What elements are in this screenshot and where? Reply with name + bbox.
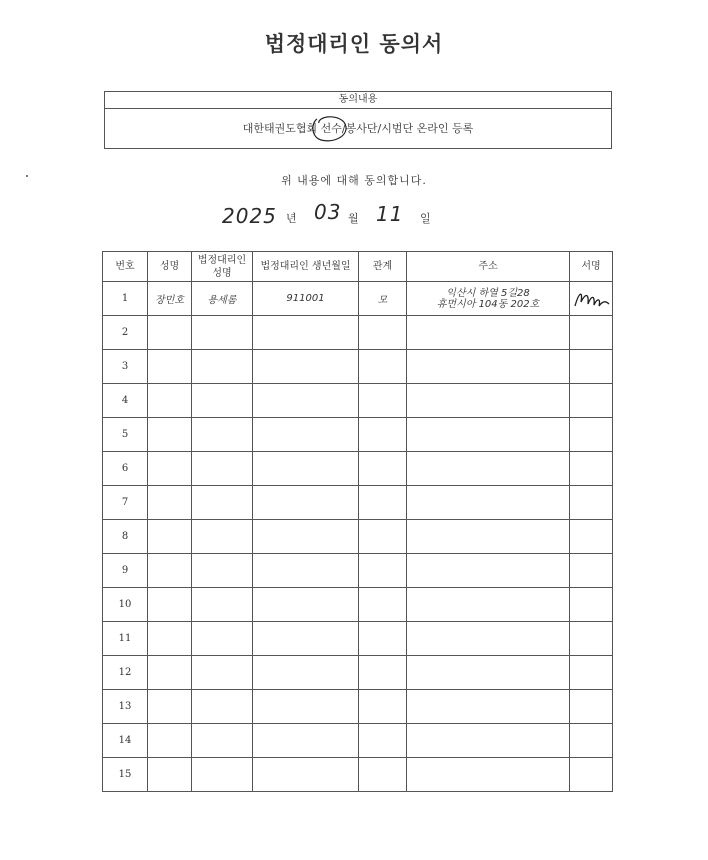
guardian-birth-cell [253, 724, 359, 758]
guardian-birth-cell [253, 316, 359, 350]
header-signature: 서명 [570, 252, 613, 282]
relation-cell [359, 418, 407, 452]
table-row [103, 588, 613, 622]
row-number: 3 [103, 350, 148, 384]
guardian-name-cell [192, 690, 253, 724]
table-row [103, 384, 613, 418]
date-year-unit: 년 [286, 212, 297, 225]
header-no: 번호 [103, 252, 148, 282]
consent-text-before: 대한태권도협회 [242, 122, 321, 135]
address-cell [407, 418, 570, 452]
relation-cell [359, 452, 407, 486]
roster-table [102, 251, 613, 792]
signature-cell [570, 316, 613, 350]
relation-cell [359, 520, 407, 554]
guardian-name-cell [192, 588, 253, 622]
guardian-name-cell [192, 452, 253, 486]
student-name-cell [148, 350, 192, 384]
relation-cell [359, 554, 407, 588]
address-line-2: 휴먼시아 104동 202호 [436, 298, 540, 310]
student-name-cell [148, 486, 192, 520]
consent-circled-option: 선수 [320, 122, 342, 135]
agree-statement: 위 내용에 대해 동의합니다. [281, 174, 427, 187]
table-row [103, 724, 613, 758]
guardian-name-cell [192, 350, 253, 384]
table-row [103, 758, 613, 792]
header-name: 성명 [148, 252, 192, 282]
row-number: 8 [103, 520, 148, 554]
guardian-name-cell [192, 758, 253, 792]
signature-cell [570, 350, 613, 384]
row-number: 10 [103, 588, 148, 622]
address-cell [407, 486, 570, 520]
guardian-birth-cell [253, 452, 359, 486]
signature-cell [570, 486, 613, 520]
table-row [103, 486, 613, 520]
header-relation: 관계 [359, 252, 407, 282]
date-month: 03 [314, 200, 342, 224]
student-name-cell [148, 656, 192, 690]
table-row [103, 690, 613, 724]
relation-cell [359, 588, 407, 622]
date-row [222, 198, 472, 238]
row-number: 7 [103, 486, 148, 520]
signature-cell [570, 690, 613, 724]
address-cell [407, 656, 570, 690]
date-month-unit: 월 [348, 212, 359, 225]
guardian-name-cell [192, 384, 253, 418]
row-number: 2 [103, 316, 148, 350]
row-number: 9 [103, 554, 148, 588]
guardian-name-cell [192, 656, 253, 690]
relation-cell [359, 622, 407, 656]
guardian-birth-cell [253, 486, 359, 520]
relation-cell [359, 690, 407, 724]
row-number: 4 [103, 384, 148, 418]
student-name-cell [148, 418, 192, 452]
signature-cell [570, 452, 613, 486]
signature-cell [570, 656, 613, 690]
signature-cell [570, 554, 613, 588]
row-number: 12 [103, 656, 148, 690]
row-number: 14 [103, 724, 148, 758]
address-cell [407, 724, 570, 758]
signature-scribble-icon [571, 286, 611, 312]
row-number: 15 [103, 758, 148, 792]
relation-cell [359, 758, 407, 792]
guardian-birth-cell [253, 622, 359, 656]
header-guardian-name: 법정대리인 성명 [192, 252, 253, 282]
table-row [103, 418, 613, 452]
address-cell [407, 588, 570, 622]
student-name-cell [148, 588, 192, 622]
document-title: 법정대리인 동의서 [264, 31, 444, 56]
header-guardian-birth: 법정대리인 생년월일 [253, 252, 359, 282]
table-row [103, 622, 613, 656]
relation-cell [359, 384, 407, 418]
guardian-name-cell [192, 418, 253, 452]
address-cell [407, 452, 570, 486]
table-row [103, 316, 613, 350]
relation-cell: 모 [359, 282, 407, 316]
address-line-1: 익산시 하열 5길28 [446, 287, 530, 299]
student-name-cell [148, 554, 192, 588]
guardian-birth-cell [253, 690, 359, 724]
guardian-name-cell [192, 554, 253, 588]
signature-cell [570, 758, 613, 792]
guardian-name-cell [192, 622, 253, 656]
guardian-birth-cell [253, 656, 359, 690]
table-row [103, 520, 613, 554]
table-row [103, 656, 613, 690]
row-number: 13 [103, 690, 148, 724]
address-cell [407, 758, 570, 792]
guardian-name-cell [192, 724, 253, 758]
guardian-birth-cell [253, 418, 359, 452]
guardian-birth-cell [253, 588, 359, 622]
relation-cell [359, 316, 407, 350]
relation-cell [359, 656, 407, 690]
date-year: 2025 [222, 204, 277, 228]
address-cell [407, 282, 570, 316]
student-name-cell [148, 452, 192, 486]
address-cell [407, 520, 570, 554]
table-header-row [103, 252, 613, 282]
student-name-cell [148, 724, 192, 758]
signature-cell [570, 418, 613, 452]
student-name-cell: 장민호 [148, 282, 192, 316]
signature-cell [570, 282, 613, 316]
guardian-name-cell [192, 486, 253, 520]
address-cell [407, 554, 570, 588]
signature-cell [570, 384, 613, 418]
relation-cell [359, 350, 407, 384]
guardian-name-cell [192, 520, 253, 554]
guardian-birth-cell [253, 350, 359, 384]
student-name-cell [148, 384, 192, 418]
table-row [103, 350, 613, 384]
guardian-birth-cell [253, 554, 359, 588]
address-cell [407, 622, 570, 656]
student-name-cell [148, 622, 192, 656]
consent-text-after: /봉사단/시범단 온라인 등록 [341, 122, 474, 135]
guardian-birth-cell [253, 758, 359, 792]
relation-cell [359, 724, 407, 758]
row-number: 1 [103, 282, 148, 316]
address-cell [407, 316, 570, 350]
address-cell [407, 690, 570, 724]
relation-cell [359, 486, 407, 520]
address-cell [407, 350, 570, 384]
date-day-unit: 일 [420, 212, 431, 225]
signature-cell [570, 724, 613, 758]
student-name-cell [148, 520, 192, 554]
date-day: 11 [376, 202, 404, 226]
table-row [103, 554, 613, 588]
row-number: 11 [103, 622, 148, 656]
table-row [103, 452, 613, 486]
signature-cell [570, 520, 613, 554]
student-name-cell [148, 690, 192, 724]
guardian-birth-cell [253, 520, 359, 554]
guardian-name-cell: 용세롬 [192, 282, 253, 316]
student-name-cell [148, 758, 192, 792]
student-name-cell [148, 316, 192, 350]
signature-cell [570, 588, 613, 622]
address-cell [407, 384, 570, 418]
table-row [103, 282, 613, 316]
header-address: 주소 [407, 252, 570, 282]
consent-header: 동의내용 [105, 92, 611, 109]
guardian-name-cell [192, 316, 253, 350]
consent-box [104, 91, 612, 149]
guardian-birth-cell: 911001 [253, 282, 359, 316]
row-number: 6 [103, 452, 148, 486]
consent-body [105, 109, 611, 149]
row-number: 5 [103, 418, 148, 452]
guardian-birth-cell [253, 384, 359, 418]
signature-cell [570, 622, 613, 656]
